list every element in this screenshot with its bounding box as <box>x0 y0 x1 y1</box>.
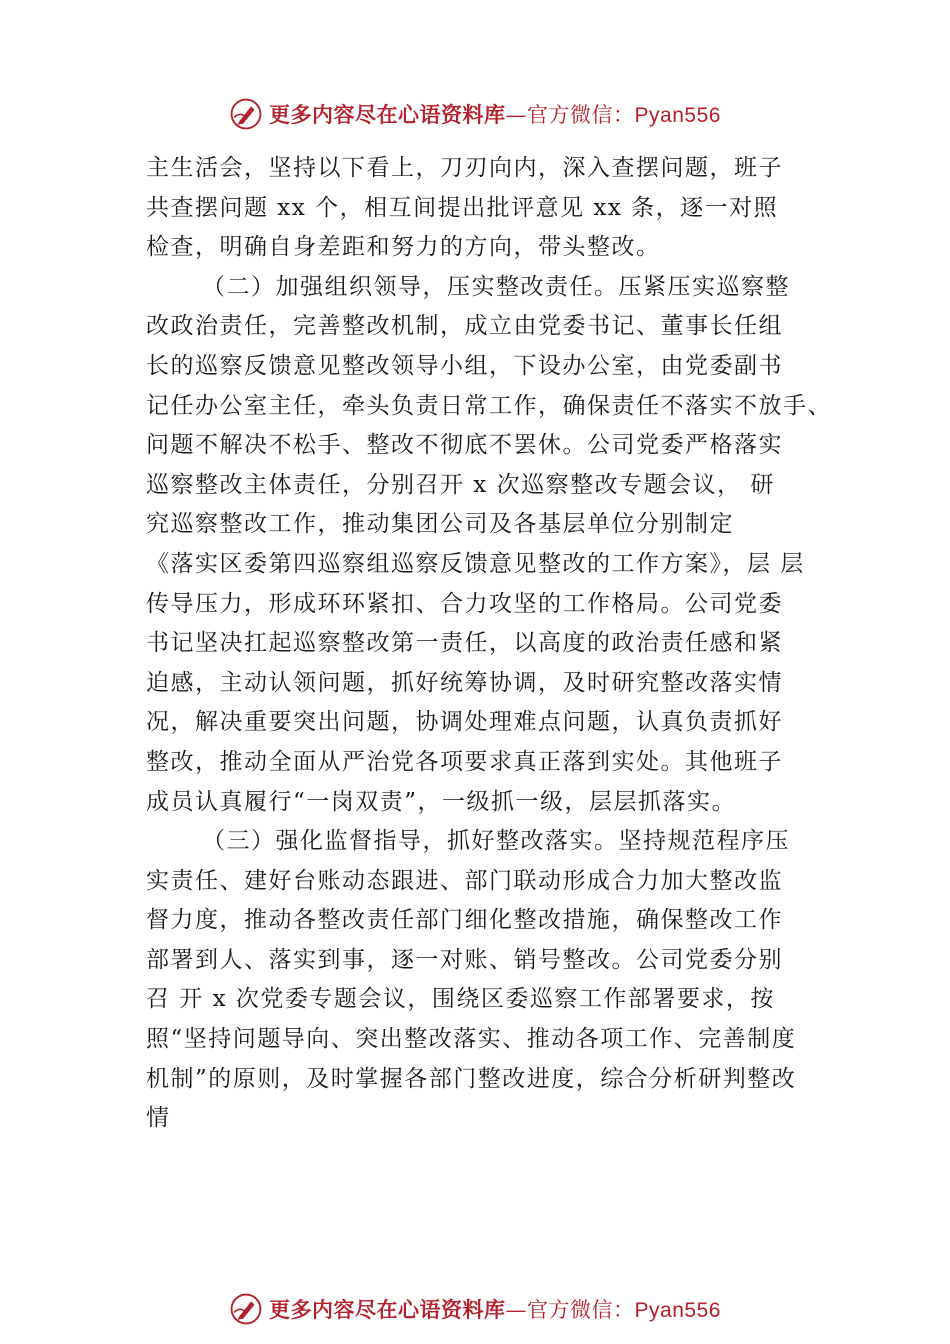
text-line: 改政治责任，完善整改机制，成立由党委书记、董事长任组 <box>146 313 783 340</box>
text-line: 记任办公室主任，牵头负责日常工作，确保责任不落实不放手、 <box>146 392 832 419</box>
footer-watermark <box>0 1287 950 1331</box>
text-line: 传导压力，形成环环紧扣、合力攻坚的工作格局。公司党委 <box>146 590 783 617</box>
text-line: 整改，推动全面从严治党各项要求真正落到实处。其他班子 <box>146 748 783 775</box>
watermark-text <box>269 99 721 129</box>
text-line: 督力度，推动各整改责任部门细化整改措施，确保整改工作 <box>146 907 783 934</box>
text-line: 长的巡察反馈意见整改领导小组，下设办公室，由党委副书 <box>146 352 783 379</box>
watermark-channel: 官方微信： <box>527 1298 635 1322</box>
text-line: 实责任、建好台账动态跟进、部门联动形成合力加大整改监 <box>146 867 783 894</box>
watermark-brand: 更多内容尽在心语资料库 <box>269 1297 506 1322</box>
text-line: （二）加强组织领导，压实整改责任。压紧压实巡察整 <box>202 273 790 300</box>
text-line: 情 <box>146 1105 171 1132</box>
watermark-account: Pyan556 <box>634 1299 721 1322</box>
text-line: 成员认真履行“一岗双责”，一级抓一级，层层抓落实。 <box>146 788 737 815</box>
text-line: 况，解决重要突出问题，协调处理难点问题，认真负责抓好 <box>146 709 783 736</box>
pen-nib-logo-icon <box>229 1292 263 1326</box>
watermark-channel: 官方微信： <box>527 103 635 127</box>
text-line: 问题不解决不松手、整改不彻底不罢休。公司党委严格落实 <box>146 432 783 459</box>
document-body <box>146 149 832 1139</box>
text-line: 共查摆问题 xx 个，相互间提出批评意见 xx 条，逐一对照 <box>146 194 779 221</box>
watermark-text <box>269 1294 721 1324</box>
watermark-brand: 更多内容尽在心语资料库 <box>269 102 506 127</box>
watermark-dash: — <box>505 1298 528 1322</box>
text-line: 召 开 x 次党委专题会议，围绕区委巡察工作部署要求，按 <box>146 986 775 1013</box>
text-line: 书记坚决扛起巡察整改第一责任，以高度的政治责任感和紧 <box>146 630 783 657</box>
watermark-dash: — <box>505 103 528 127</box>
text-line: 照“坚持问题导向、突出整改落实、推动各项工作、完善制度 <box>146 1026 797 1053</box>
text-line: 巡察整改主体责任，分别召开 x 次巡察整改专题会议， 研 <box>146 471 775 498</box>
pen-nib-logo-icon <box>229 97 263 131</box>
text-line: 主生活会，坚持以下看上，刀刃向内，深入查摆问题，班子 <box>146 155 783 181</box>
watermark-account: Pyan556 <box>634 104 721 127</box>
text-line: （三）强化监督指导，抓好整改落实。坚持规范程序压 <box>202 828 790 855</box>
header-watermark <box>0 92 950 136</box>
text-line: 部署到人、落实到事，逐一对账、销号整改。公司党委分别 <box>146 946 783 973</box>
text-line: 迫感，主动认领问题，抓好统筹协调，及时研究整改落实情 <box>146 669 783 696</box>
text-line: 究巡察整改工作，推动集团公司及各基层单位分别制定 <box>146 511 734 538</box>
text-line: 机制”的原则，及时掌握各部门整改进度，综合分析研判整改 <box>146 1065 797 1092</box>
text-line: 检查，明确自身差距和努力的方向，带头整改。 <box>146 234 661 261</box>
text-line: 《落实区委第四巡察组巡察反馈意见整改的工作方案》，层 层 <box>146 550 805 577</box>
